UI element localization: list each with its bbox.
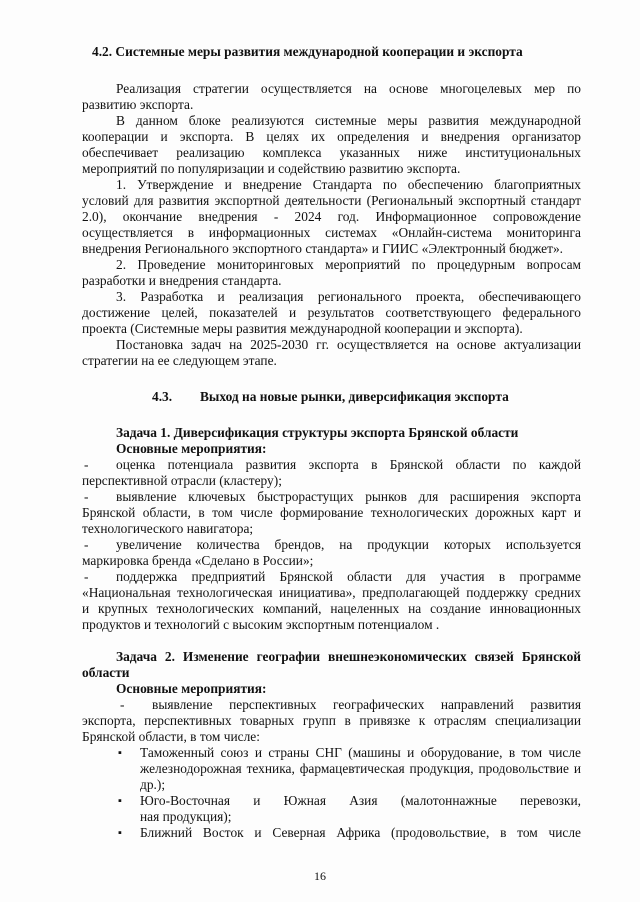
bullet-icon: ▪: [118, 795, 122, 807]
list-item-line: проекта (Системные меры развития международной кооперации и экспорта).: [82, 321, 523, 336]
task2-lead-line: Брянской области, в том числе:: [82, 729, 260, 744]
task1-item-line: перспективной отрасли (кластеру);: [82, 473, 282, 488]
task1-item-line: поддержка предприятий Брянской области для участия в программе: [116, 569, 581, 584]
task1-item-line: оценка потенциала развития экспорта в Брянской области по каждой: [116, 457, 581, 472]
dash-marker: -: [84, 569, 89, 584]
dash-marker: -: [84, 489, 89, 504]
task1-item-line: маркировка бренда «Сделано в России»;: [82, 553, 314, 568]
paragraph-line: Постановка задач на 2025-2030 гг. осуществляется на основе актуализации: [116, 337, 581, 352]
task2-title-cont: области: [82, 665, 130, 680]
paragraph-line: мероприятий по популяризации и содействию развитию экспорта.: [82, 161, 461, 176]
page-number: 16: [314, 869, 326, 883]
section-number-4-3: 4.3.: [152, 389, 173, 404]
dash-marker: -: [84, 537, 89, 552]
paragraph-line: В данном блоке реализуются системные меры развития международной: [116, 113, 581, 128]
list-item-line: условий для развития экспортной деятельности (Региональный экспортный стандарт: [82, 193, 581, 208]
task2-subtitle: Основные мероприятия:: [116, 681, 267, 696]
task2-bullet-line: др.);: [140, 777, 166, 792]
task1-item-line: технологического навигатора;: [82, 521, 254, 536]
task2-bullet-line: железнодорожная техника, фармацевтическая продукция, продовольствие и: [140, 761, 581, 776]
list-item-line: 2.0), окончание внедрения - 2024 год. Информационное сопровождение: [82, 209, 581, 224]
task1-item-line: Брянской области, в том числе формирование технологических дорожных карт и: [82, 505, 581, 520]
list-item-line: достижение целей, показателей и результатов соответствующего федерального: [82, 305, 581, 320]
paragraph-line: обеспечивает реализацию комплекса указанных ниже институциональных: [82, 145, 581, 160]
paragraph-line: кооперации и экспорта. В целях их определения и внедрения организатор: [82, 129, 581, 144]
task1-item-line: выявление ключевых быстрорастущих рынков для расширения экспорта: [116, 489, 581, 504]
list-item-line: 3. Разработка и реализация регионального проекта, обеспечивающего: [116, 289, 581, 304]
task2-bullet-line: Ближний Восток и Северная Африка (продовольствие, в том числе: [140, 825, 581, 840]
task1-item-line: увеличение количества брендов, на продукции которых используется: [116, 537, 581, 552]
section-heading-4-2: 4.2. Системные меры развития международной кооперации и экспорта: [92, 44, 523, 59]
task2-bullet-line: Таможенный союз и страны СНГ (машины и оборудование, в том числе: [140, 745, 581, 760]
task2-bullet-line: Юго-Восточная и Южная Азия (малотоннажные перевозки,: [140, 793, 581, 808]
task1-item-line: продуктов и технологий с высоким экспортным потенциалом .: [82, 617, 440, 632]
bullet-icon: ▪: [118, 827, 122, 839]
list-item-line: осуществляется в информационных системах «Онлайн-система мониторинга: [82, 225, 581, 240]
task1-item-line: «Национальная технологическая инициатива», предполагающей поддержку средних: [82, 585, 581, 600]
paragraph-line: Реализация стратегии осуществляется на основе многоцелевых мер по: [116, 81, 581, 96]
list-item-line: разработки и внедрения стандарта.: [82, 273, 282, 288]
dash-marker: -: [120, 697, 125, 712]
paragraph-line: стратегии на ее следующем этапе.: [82, 353, 277, 368]
paragraph-line: развитию экспорта.: [82, 97, 194, 112]
task2-lead-line: выявление перспективных географических направлений развития: [152, 697, 581, 712]
task1-subtitle: Основные мероприятия:: [116, 441, 267, 456]
bullet-icon: ▪: [118, 747, 122, 759]
list-item-line: 1. Утверждение и внедрение Стандарта по обеспечению благоприятных: [116, 177, 581, 192]
list-item-line: внедрения Регионального экспортного стандарта» и ГИИС «Электронный бюджет».: [82, 241, 563, 256]
task1-title: Задача 1. Диверсификация структуры экспорта Брянской области: [116, 425, 519, 440]
dash-marker: -: [84, 457, 89, 472]
task1-item-line: и крупных технологических компаний, нацеленных на создание инновационных: [82, 601, 581, 616]
task2-bullet-line: ная продукция);: [140, 809, 232, 824]
section-heading-4-3: Выход на новые рынки, диверсификация экспорта: [200, 389, 509, 404]
task2-title: Задача 2. Изменение географии внешнеэкономических связей Брянской: [116, 649, 581, 664]
task2-lead-line: экспорта, перспективных товарных групп в привязке к отраслям специализации: [82, 713, 581, 728]
list-item-line: 2. Проведение мониторинговых мероприятий по процедурным вопросам: [116, 257, 581, 272]
